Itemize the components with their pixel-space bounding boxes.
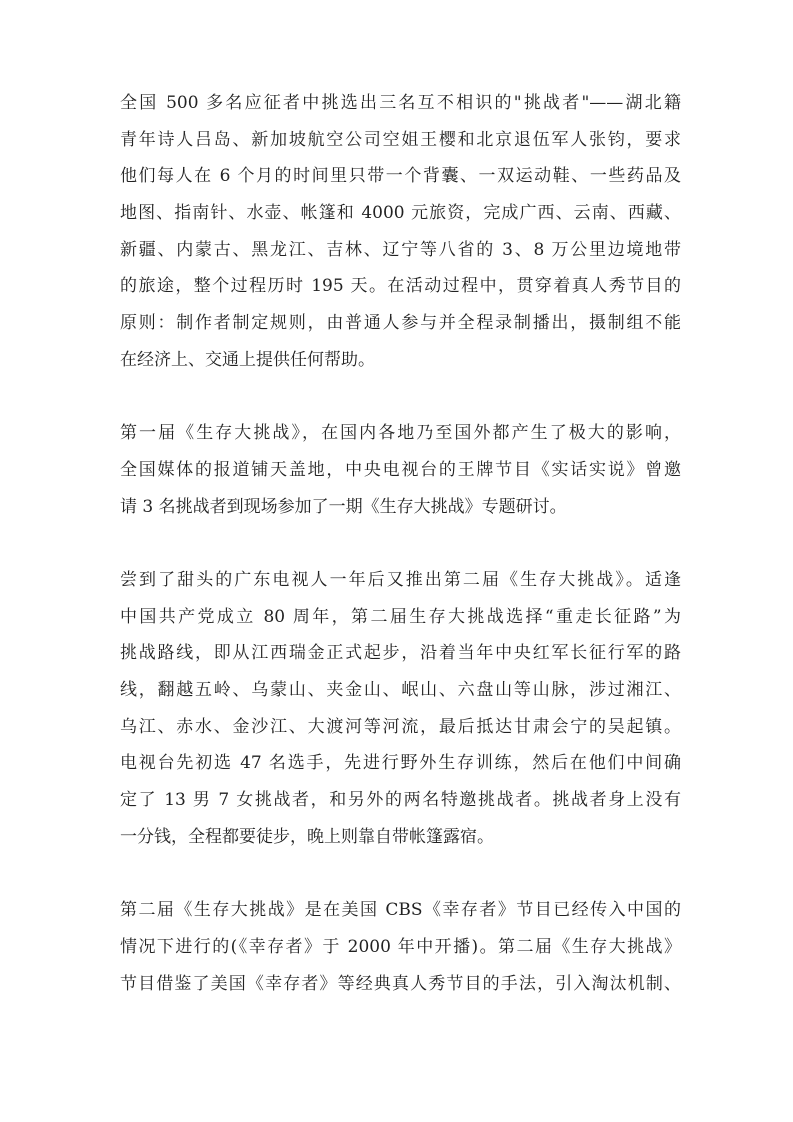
text-line: 新疆、内蒙古、黑龙江、吉林、辽宁等八省的 3、8 万公里边境地带	[120, 239, 681, 260]
text-line: 他们每人在 6 个月的时间里只带一个背囊、一双运动鞋、一些药品及	[120, 166, 681, 187]
document-page	[120, 85, 681, 1039]
paragraph	[120, 892, 681, 1002]
text-line: 原则：制作者制定规则，由普通人参与并全程录制播出，摄制组不能	[120, 313, 681, 334]
text-line: 情况下进行的(《幸存者》于 2000 年中开播)。第二届《生存大挑战》	[120, 936, 681, 957]
text-line: 的旅途，整个过程历时 195 天。在活动过程中，贯穿着真人秀节目的	[120, 276, 681, 297]
text-line: 节目借鉴了美国《幸存者》等经典真人秀节目的手法，引入淘汰机制、	[120, 973, 681, 994]
paragraph	[120, 85, 681, 379]
text-line: 线，翻越五岭、乌蒙山、夹金山、岷山、六盘山等山脉，涉过湘江、	[120, 680, 681, 700]
text-line: 请 3 名挑战者到现场参加了一期《生存大挑战》专题研讨。	[120, 496, 567, 517]
text-line: 第二届《生存大挑战》是在美国 CBS《幸存者》节目已经传入中国的	[120, 900, 681, 921]
text-line: 地图、指南针、水壶、帐篷和 4000 元旅资，完成广西、云南、西藏、	[120, 203, 681, 224]
text-line: 青年诗人吕岛、新加坡航空公司空姐王樱和北京退伍军人张钧，要求	[120, 129, 681, 150]
text-line: 电视台先初选 47 名选手，先进行野外生存训练，然后在他们中间确	[120, 753, 681, 774]
text-line: 一分钱，全程都要徒步，晚上则靠自带帐篷露宿。	[120, 826, 494, 847]
paragraph	[120, 562, 681, 856]
paragraph	[120, 415, 681, 525]
text-line: 挑战路线，即从江西瑞金正式起步，沿着当年中央红军长征行军的路	[120, 643, 681, 664]
text-line: 第一届《生存大挑战》，在国内各地乃至国外都产生了极大的影响，	[120, 423, 681, 444]
text-line: 尝到了甜头的广东电视人一年后又推出第二届《生存大挑战》。适逢	[120, 569, 681, 590]
text-line: 全国媒体的报道铺天盖地，中央电视台的王牌节目《实话实说》曾邀	[120, 459, 681, 480]
text-line: 全国 500 多名应征者中挑选出三名互不相识的"挑战者"——湖北籍	[120, 93, 681, 113]
text-line: 定了 13 男 7 女挑战者，和另外的两名特邀挑战者。挑战者身上没有	[120, 790, 681, 811]
text-line: 在经济上、交通上提供任何帮助。	[120, 349, 375, 370]
text-line: 中国共产党成立 80 周年，第二届生存大挑战选择“重走长征路”为	[120, 606, 681, 627]
text-line: 乌江、赤水、金沙江、大渡河等河流，最后抵达甘肃会宁的吴起镇。	[120, 716, 681, 737]
